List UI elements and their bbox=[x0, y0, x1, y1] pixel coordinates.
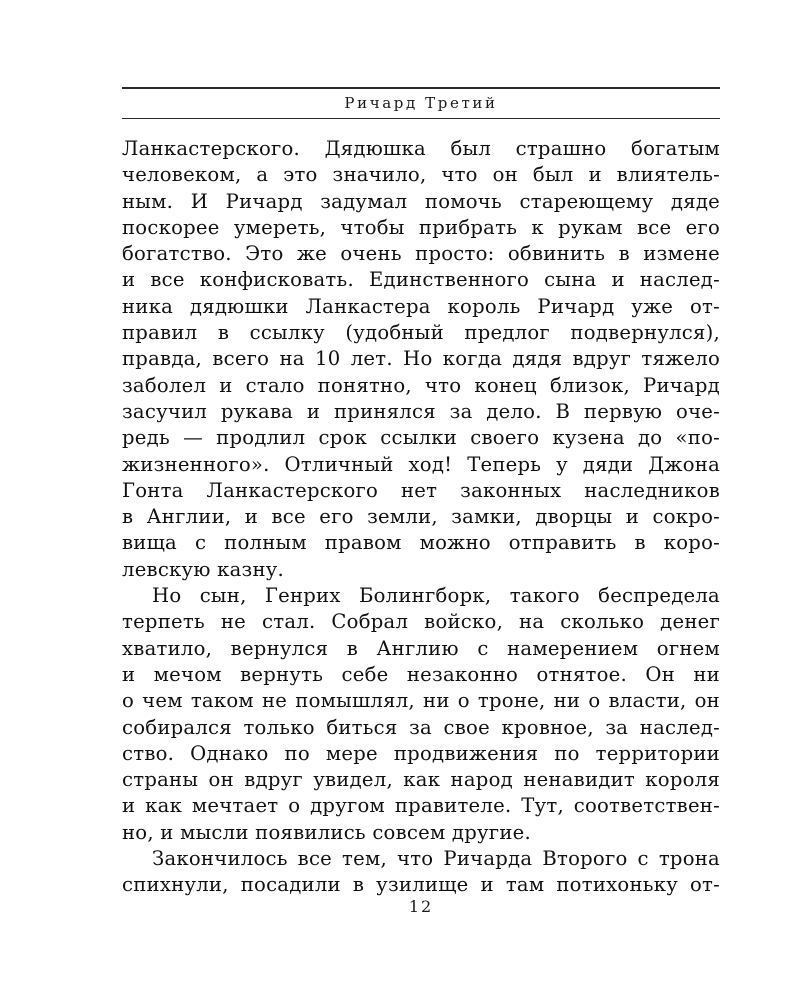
header-top-rule bbox=[122, 87, 720, 89]
text-line: в Англии, и все его земли, замки, дворцы и сокро- bbox=[122, 505, 720, 529]
text-line: и как мечтает о другом правителе. Тут, соответствен- bbox=[122, 794, 720, 818]
paragraph-first-line: Закончилось все тем, что Ричарда Второго с трона bbox=[152, 847, 720, 871]
text-line: хватило, вернулся в Англию с намерением огнем bbox=[122, 636, 720, 660]
text-line: богатство. Это же очень просто: обвинить в измене bbox=[122, 242, 720, 266]
text-line: правил в ссылку (удобный предлог подвернулся), bbox=[122, 321, 720, 345]
running-head-title: Ричард Третий bbox=[344, 94, 498, 112]
header-bottom-rule bbox=[122, 118, 720, 119]
paragraph-last-line: но, и мысли появились совсем другие. bbox=[122, 820, 531, 844]
text-line: и мечом вернуть себе незаконно отнятое. Он ни bbox=[122, 662, 720, 686]
text-line: засучил рукава и принялся за дело. В первую оче- bbox=[122, 399, 720, 423]
text-line: страны он вдруг увидел, как народ ненавидит короля bbox=[122, 768, 720, 792]
paragraph-first-line: Но сын, Генрих Болингборк, такого беспредела bbox=[152, 584, 720, 608]
text-line: спихнули, посадили в узилище и там потихоньку от- bbox=[122, 873, 720, 897]
text-line: собирался только биться за свое кровное, за наслед- bbox=[122, 715, 720, 739]
text-line: ство. Однако по мере продвижения по территории bbox=[122, 741, 720, 765]
text-line: Ланкастерского. Дядюшка был страшно богатым bbox=[122, 137, 720, 160]
text-line: терпеть не стал. Собрал войско, на сколько денег bbox=[122, 610, 720, 634]
text-line: ника дядюшки Ланкастера король Ричард уже от- bbox=[122, 294, 720, 318]
text-line: поскорее умереть, чтобы прибрать к рукам все его bbox=[122, 215, 720, 239]
text-line: о чем таком не помышлял, ни о троне, ни о власти, он bbox=[122, 689, 720, 713]
text-line: человеком, а это значило, что он был и влиятель- bbox=[122, 163, 720, 187]
text-line: ным. И Ричард задумал помочь стареющему дяде bbox=[122, 189, 720, 213]
paragraph-last-line: левскую казну. bbox=[122, 557, 285, 581]
text-line: Гонта Ланкастерского нет законных наследников bbox=[122, 478, 720, 502]
text-line: жизненного». Отличный ход! Теперь у дяди Джона bbox=[122, 452, 720, 476]
text-line: и все конфисковать. Единственного сына и наслед- bbox=[122, 268, 720, 292]
text-line: вища с полным правом можно отправить в коро- bbox=[122, 531, 720, 555]
page-number: 12 bbox=[408, 897, 434, 916]
page-body-text bbox=[122, 136, 720, 899]
text-line: редь — продлил срок ссылки своего кузена до «по- bbox=[122, 426, 720, 450]
text-line: заболел и стало понятно, что конец близок, Ричард bbox=[122, 373, 720, 397]
text-line: правда, всего на 10 лет. Но когда дядя вдруг тяжело bbox=[122, 347, 720, 371]
